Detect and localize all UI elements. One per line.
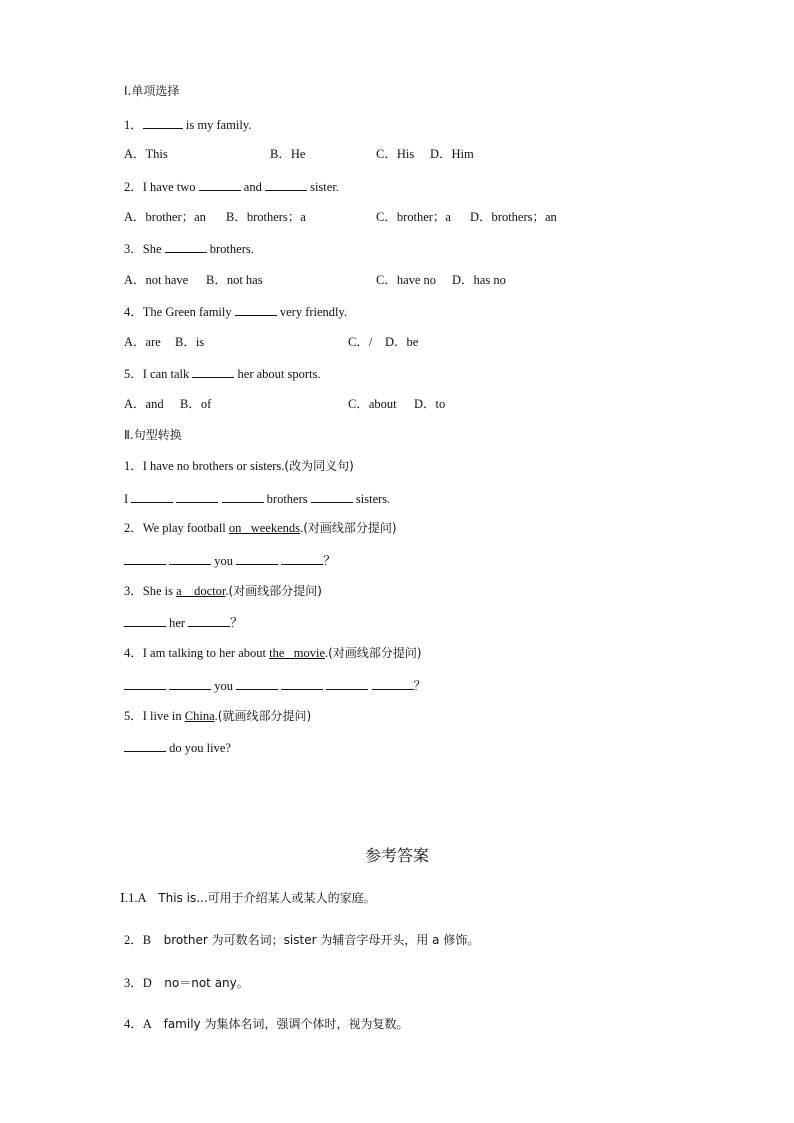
- answer-blank[interactable]: [124, 677, 166, 690]
- s2-a1: [124, 490, 390, 507]
- question-text: I have no brothers or sisters.: [142, 459, 285, 473]
- answer-blank[interactable]: [265, 178, 307, 191]
- instruction-note: (对画线部分提问): [328, 646, 422, 660]
- answer-item-2: [124, 932, 479, 948]
- question-text: sister.: [306, 180, 339, 194]
- answer-blank[interactable]: [281, 677, 323, 690]
- answer-text: ？: [230, 616, 243, 630]
- option-a: A．are: [124, 335, 161, 349]
- question-text: .: [325, 646, 329, 660]
- q-number: 2．: [124, 180, 143, 194]
- answer-text: I: [124, 492, 129, 506]
- question-text: her about sports.: [234, 367, 321, 381]
- answer-blank[interactable]: [188, 614, 230, 627]
- answer-blank[interactable]: [124, 552, 166, 565]
- s2-q3: [124, 583, 322, 599]
- underlined-phrase: on weekends: [228, 521, 301, 535]
- question-text: brothers.: [206, 242, 254, 256]
- s2-q4: [124, 645, 422, 661]
- option-c: C．have no: [376, 273, 437, 287]
- answer-blank[interactable]: [169, 552, 211, 565]
- answer-blank[interactable]: [236, 677, 278, 690]
- option-b: B．not has: [206, 273, 263, 287]
- answer-item-4: [124, 1016, 408, 1032]
- s2-q5: [124, 708, 311, 724]
- q-number: 4．: [124, 646, 143, 660]
- answer-text: brothers: [263, 492, 311, 506]
- question-text: The Green family: [142, 305, 235, 319]
- answer-text: sisters.: [352, 492, 391, 506]
- s1-q3: [124, 240, 254, 257]
- s2-a4: [124, 677, 426, 694]
- option-a: A．brother；an: [124, 210, 206, 224]
- question-text: is my family.: [182, 118, 252, 132]
- option-c: C．about: [348, 397, 397, 411]
- answer-text: ？: [323, 554, 336, 568]
- answer-text: ？: [413, 679, 427, 693]
- answer-blank[interactable]: [124, 739, 166, 752]
- s2-q1: [124, 458, 354, 474]
- question-text: We play football: [142, 521, 229, 535]
- instruction-note: (对画线部分提问): [303, 521, 397, 535]
- question-text: very friendly.: [276, 305, 348, 319]
- option-d: D．to: [414, 397, 446, 411]
- s2-q2: [124, 520, 397, 536]
- answer-text: do you live?: [166, 741, 231, 755]
- answer-text: you: [211, 679, 237, 693]
- answer-item-3: [124, 975, 249, 991]
- answer-blank[interactable]: [176, 490, 218, 503]
- answer-blank[interactable]: [372, 677, 414, 690]
- answer-text: you: [211, 554, 237, 568]
- q-number: 1．: [124, 459, 143, 473]
- answer-text: her: [166, 616, 189, 630]
- answer-blank[interactable]: [199, 178, 241, 191]
- option-b: B．is: [175, 335, 205, 349]
- answer-blank[interactable]: [169, 677, 211, 690]
- instruction-note: (就画线部分提问): [217, 709, 312, 723]
- option-a: A．not have: [124, 273, 189, 287]
- answer-explanation: brother 为可数名词；sister 为辅音字母开头，用 a 修饰。: [163, 933, 480, 947]
- answer-blank[interactable]: [311, 490, 353, 503]
- q-number: 1．: [124, 118, 143, 132]
- question-text: I have two: [142, 180, 199, 194]
- answer-explanation: no＝not any。: [164, 976, 249, 990]
- answer-blank[interactable]: [131, 490, 173, 503]
- option-d: D．be: [385, 335, 419, 349]
- underlined-phrase: the movie: [269, 646, 326, 660]
- answers-title: 参考答案: [364, 846, 429, 865]
- instruction-note: (对画线部分提问): [228, 584, 322, 598]
- answer-label: Ⅰ.1.A: [120, 891, 146, 905]
- s2-a5: [124, 739, 231, 756]
- option-a: A．This: [124, 147, 168, 161]
- option-c: C．/: [348, 335, 373, 349]
- question-text: .: [214, 709, 218, 723]
- option-b: B．brothers；a: [226, 210, 306, 224]
- underlined-phrase: China: [184, 709, 215, 723]
- underlined-phrase: a doctor: [176, 584, 226, 598]
- q-number: 2．: [124, 521, 143, 535]
- q-number: 5．: [124, 367, 143, 381]
- s1-q2: [124, 178, 339, 195]
- q-number: 5．: [124, 709, 143, 723]
- answer-blank[interactable]: [192, 365, 234, 378]
- option-b: B．of: [180, 397, 212, 411]
- answer-blank[interactable]: [222, 490, 264, 503]
- answer-label: 3．D: [124, 976, 152, 990]
- s2-a3: [124, 614, 243, 631]
- question-text: She: [142, 242, 165, 256]
- answer-label: 2．B: [124, 933, 152, 947]
- question-text: I am talking to her about: [142, 646, 270, 660]
- q-number: 3．: [124, 242, 143, 256]
- option-d: D．Him: [430, 147, 474, 161]
- answer-explanation: family 为集体名词，强调个体时，视为复数。: [163, 1017, 409, 1031]
- section1-title: Ⅰ.单项选择: [124, 84, 180, 98]
- question-text: I live in: [142, 709, 185, 723]
- option-d: D．brothers；an: [470, 210, 557, 224]
- q-number: 3．: [124, 584, 143, 598]
- answer-explanation: This is...可用于介绍某人或某人的家庭。: [158, 891, 376, 905]
- q-number: 4．: [124, 305, 143, 319]
- option-d: D．has no: [452, 273, 506, 287]
- question-text: and: [240, 180, 265, 194]
- option-a: A．and: [124, 397, 164, 411]
- question-text: .: [300, 521, 304, 535]
- s1-q4: [124, 303, 347, 320]
- answer-item-1: [120, 890, 376, 906]
- s1-q5: [124, 365, 321, 382]
- question-text: She is: [142, 584, 177, 598]
- answer-blank[interactable]: [124, 614, 166, 627]
- answer-blank[interactable]: [281, 552, 323, 565]
- s2-a2: [124, 552, 336, 569]
- answer-blank[interactable]: [326, 677, 368, 690]
- instruction-note: (改为同义句): [284, 459, 354, 473]
- section2-title: Ⅱ.句型转换: [124, 428, 182, 442]
- option-c: C．brother；a: [376, 210, 451, 224]
- question-text: I can talk: [142, 367, 193, 381]
- option-c: C．His: [376, 147, 415, 161]
- answer-blank[interactable]: [236, 552, 278, 565]
- s1-q1: [124, 116, 251, 133]
- answer-blank[interactable]: [143, 116, 183, 129]
- answer-label: 4．A: [124, 1017, 152, 1031]
- answer-blank[interactable]: [165, 240, 207, 253]
- option-b: B．He: [270, 147, 306, 161]
- question-text: .: [225, 584, 229, 598]
- answer-blank[interactable]: [235, 303, 277, 316]
